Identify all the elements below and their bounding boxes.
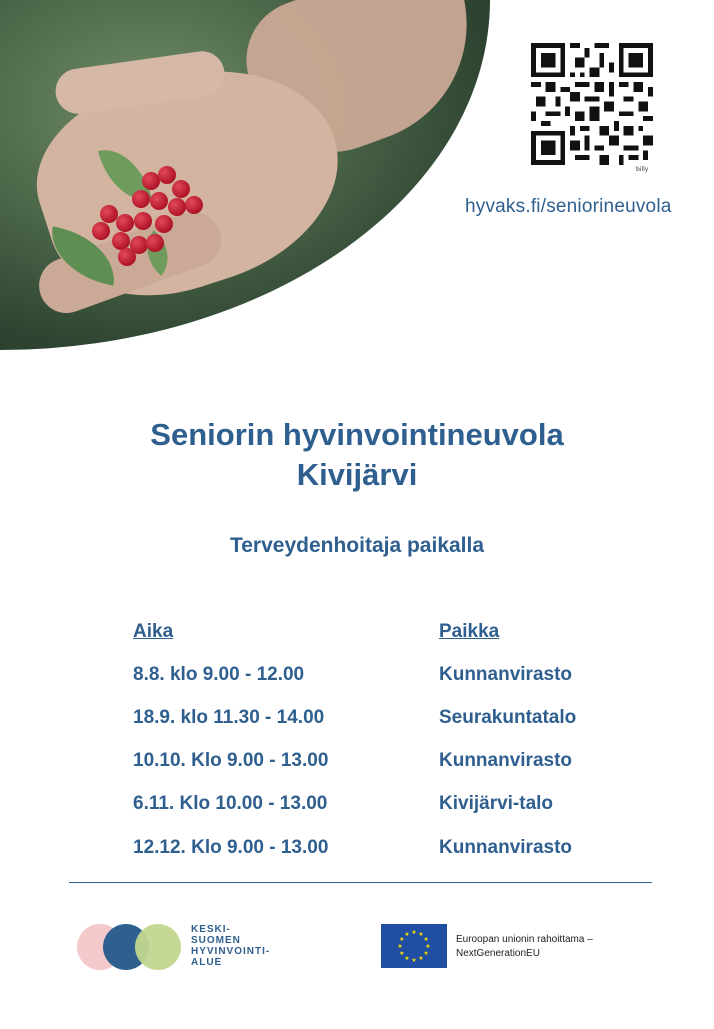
raspberry-icon	[168, 198, 186, 216]
wellbeing-area-logo-icon	[77, 924, 187, 970]
eu-star-icon: ★	[404, 931, 410, 938]
schedule-time: 10.10. Klo 9.00 - 13.00	[133, 750, 329, 771]
qr-code-icon[interactable]	[531, 43, 653, 165]
eu-star-icon: ★	[425, 944, 431, 950]
raspberry-icon	[150, 192, 168, 210]
eu-flag-icon	[381, 924, 447, 968]
qr-label: billy	[636, 166, 649, 173]
raspberry-icon	[146, 234, 164, 252]
logo-line: KESKI-	[191, 924, 231, 935]
schedule-place: Seurakuntatalo	[439, 707, 577, 728]
eu-star-icon: ★	[418, 931, 424, 938]
schedule-place: Kunnanvirasto	[439, 664, 573, 685]
schedule-place: Kivijärvi-talo	[439, 793, 554, 814]
eu-line: NextGenerationEU	[456, 948, 540, 959]
eu-star-icon: ★	[411, 930, 417, 936]
header-place: Paikka	[439, 621, 500, 642]
raspberry-icon	[155, 215, 173, 233]
raspberry-icon	[134, 212, 152, 230]
eu-star-icon: ★	[404, 956, 410, 963]
eu-star-icon: ★	[399, 937, 405, 943]
schedule-place: Kunnanvirasto	[439, 750, 573, 771]
raspberry-icon	[92, 222, 110, 240]
logo-line: HYVINVOINTI-	[191, 946, 271, 957]
eu-funding-text	[456, 933, 593, 961]
subtitle: Terveydenhoitaja paikalla	[229, 534, 485, 557]
raspberry-icon	[185, 196, 203, 214]
schedule-time: 12.12. Klo 9.00 - 13.00	[133, 837, 329, 858]
logo-line: SUOMEN	[191, 935, 241, 946]
website-link[interactable]: hyvaks.fi/seniorineuvola	[465, 196, 672, 217]
divider	[69, 882, 652, 883]
logo-circle-green	[135, 924, 181, 970]
raspberry-icon	[116, 214, 134, 232]
raspberry-icon	[158, 166, 176, 184]
hero-photo	[0, 0, 490, 350]
eu-star-icon: ★	[399, 951, 405, 957]
title-line-2: Kivijärvi	[296, 457, 418, 492]
schedule-time: 18.9. klo 11.30 - 14.00	[133, 707, 325, 728]
eu-star-icon: ★	[411, 958, 417, 964]
raspberry-icon	[118, 248, 136, 266]
page-title	[0, 415, 714, 495]
logo-line: ALUE	[191, 957, 223, 968]
eu-line: Euroopan unionin rahoittama –	[456, 934, 593, 945]
title-line-1: Seniorin hyvinvointineuvola	[150, 417, 564, 452]
eu-star-icon: ★	[423, 937, 429, 943]
schedule-time: 6.11. Klo 10.00 - 13.00	[133, 793, 328, 814]
wellbeing-area-logo-text	[191, 924, 270, 968]
schedule-place: Kunnanvirasto	[439, 837, 573, 858]
header-time: Aika	[133, 621, 174, 642]
eu-star-icon: ★	[418, 956, 424, 963]
raspberry-icon	[132, 190, 150, 208]
raspberry-icon	[172, 180, 190, 198]
eu-star-icon: ★	[423, 951, 429, 957]
schedule-time: 8.8. klo 9.00 - 12.00	[133, 664, 305, 685]
eu-star-icon: ★	[397, 944, 403, 950]
